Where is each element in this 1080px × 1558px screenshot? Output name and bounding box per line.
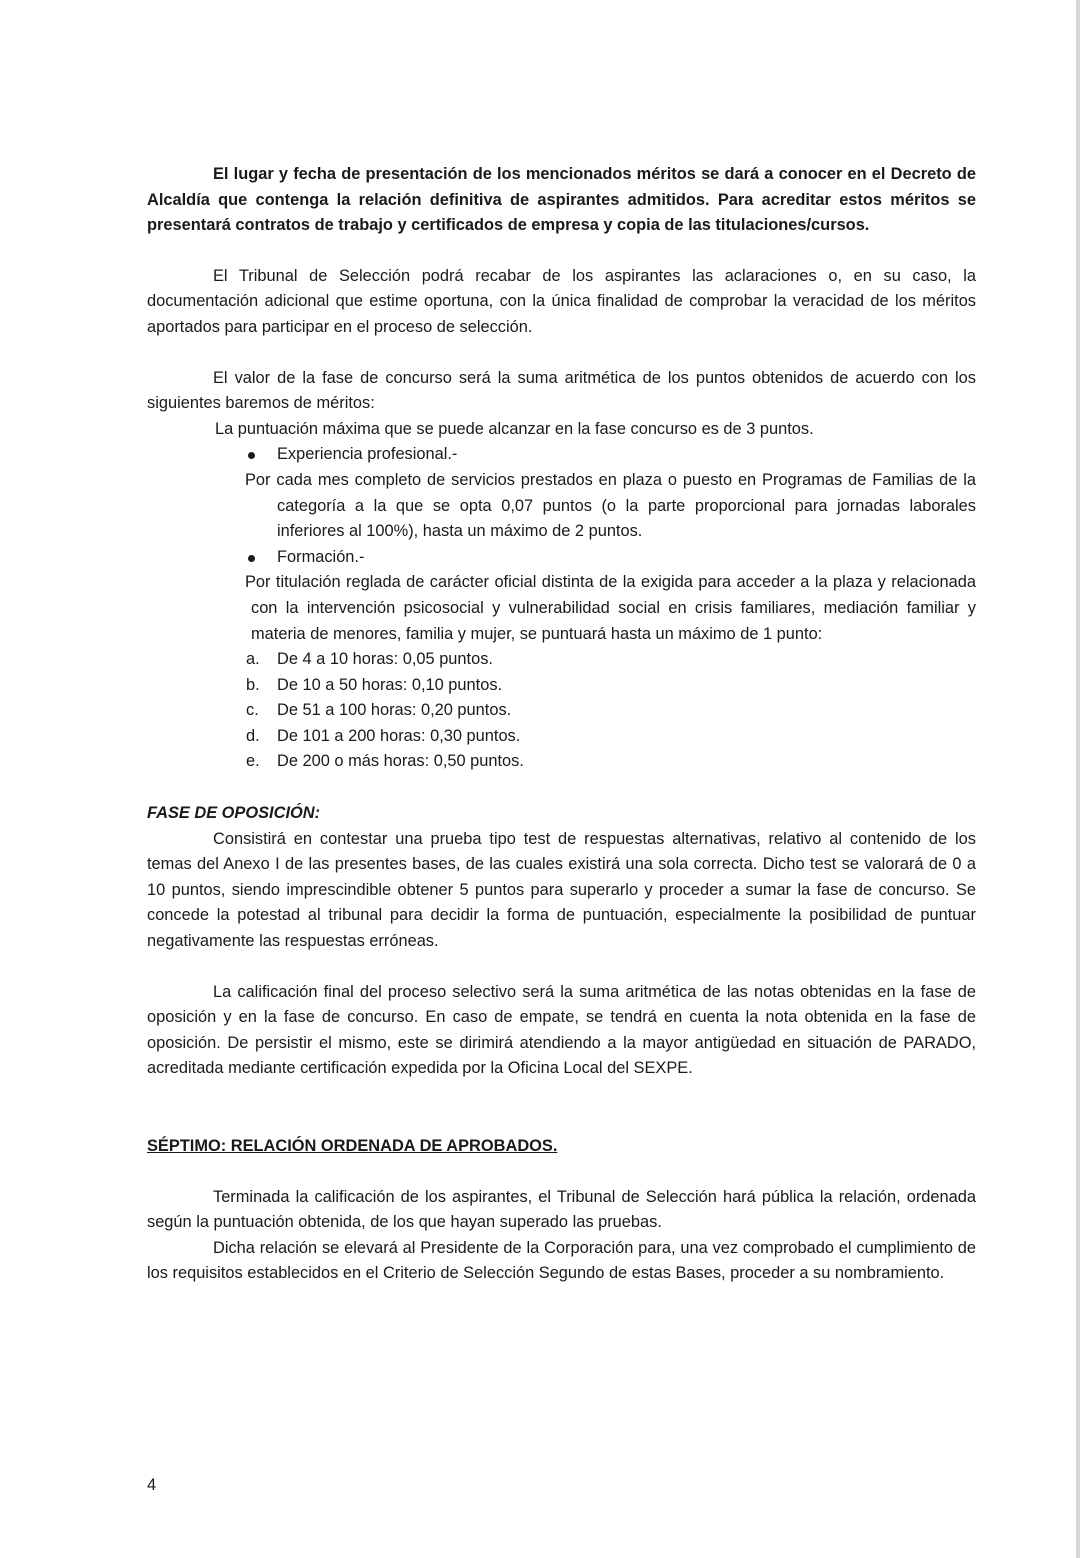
- lettered-item-letter: d.: [246, 726, 260, 745]
- lettered-item-letter: c.: [246, 701, 259, 720]
- lettered-item-letter: b.: [246, 675, 260, 694]
- paragraph-meritos-presentacion: El lugar y fecha de presentación de los mencionados méritos se dará a conocer en el Decreto de Alcaldía que contenga la relación definitiva de aspirantes admitidos. Para acreditar estos méritos se presentará contratos de trabajo y certificados de empresa y copia de las titulaciones/cursos.: [147, 165, 976, 235]
- bullet-label: Experiencia profesional.-: [277, 445, 458, 464]
- lettered-item: [147, 673, 976, 699]
- lettered-item: [147, 749, 976, 775]
- lettered-item-text: De 200 o más horas: 0,50 puntos.: [277, 752, 524, 771]
- lettered-item: [147, 698, 976, 724]
- lettered-item: [147, 724, 976, 750]
- paragraph-calificacion-final: La calificación final del proceso selectivo será la suma aritmética de las notas obtenidas en la fase de oposición y en la fase de concurso. En caso de empate, se tendrá en cuenta la nota obtenida en la fase de oposición. De persistir el mismo, este se dirimirá atendiendo a la mayor antigüedad en situación de PARADO, acreditada mediante certificación expedida por la Oficina Local del SEXPE.: [147, 982, 976, 1078]
- lettered-item-text: De 51 a 100 horas: 0,20 puntos.: [277, 701, 512, 720]
- lettered-item-letter: e.: [246, 752, 260, 771]
- bullet-text: Por cada mes completo de servicios prestados en plaza o puesto en Programas de Familias de la categoría a la que se opta 0,07 puntos (o la parte proporcional para jornadas laborales inferiores al 100%), hasta un máximo de 2 puntos.: [245, 470, 976, 541]
- heading-septimo: SÉPTIMO: RELACIÓN ORDENADA DE APROBADOS.: [147, 1137, 558, 1155]
- bullet-text: Por titulación reglada de carácter oficial distinta de la exigida para acceder a la plaza y relacionada con la intervención psicosocial y vulnerabilidad social en crisis familiares, mediación familiar y materia de menores, familia y mujer, se puntuará hasta un máximo de 1 punto:: [245, 573, 976, 643]
- page-number: 4: [147, 1476, 157, 1494]
- paragraph-nombramiento: Dicha relación se elevará al Presidente de la Corporación para, una vez comprobado el cumplimiento de los requisitos establecidos en el Criterio de Selección Segundo de estas Bases, proceder a su nombramiento.: [147, 1238, 976, 1283]
- bullet-dot-icon: [248, 452, 255, 459]
- bullet-label: Formación.-: [277, 547, 365, 566]
- bullet-dot-icon: [248, 555, 255, 562]
- bullet-item: [147, 442, 976, 468]
- paragraph-puntuacion-maxima: La puntuación máxima que se puede alcanzar en la fase concurso es de 3 puntos.: [215, 419, 814, 438]
- lettered-item-text: De 101 a 200 horas: 0,30 puntos.: [277, 726, 521, 745]
- lettered-item-text: De 10 a 50 horas: 0,10 puntos.: [277, 675, 503, 694]
- bullet-item: [147, 545, 976, 571]
- paragraph-tribunal-aclaraciones: El Tribunal de Selección podrá recabar de los aspirantes las aclaraciones o, en su caso, la documentación adicional que estime oportuna, con la única finalidad de comprobar la veracidad de los méritos aportados para participar en el proceso de selección.: [147, 266, 976, 336]
- lettered-item: [147, 647, 976, 673]
- page-edge-shadow: [1076, 0, 1080, 1558]
- lettered-item-text: De 4 a 10 horas: 0,05 puntos.: [277, 650, 493, 669]
- heading-fase-oposicion: FASE DE OPOSICIÓN:: [147, 804, 321, 823]
- lettered-item-letter: a.: [246, 650, 260, 669]
- paragraph-relacion-publica: Terminada la calificación de los aspirantes, el Tribunal de Selección hará pública la relación, ordenada según la puntuación obtenida, de los que hayan superado las pruebas.: [147, 1187, 976, 1232]
- paragraph-valor-concurso: El valor de la fase de concurso será la suma aritmética de los puntos obtenidos de acuerdo con los siguientes baremos de méritos:: [147, 368, 976, 413]
- document-body: [147, 162, 976, 1287]
- paragraph-oposicion-test: Consistirá en contestar una prueba tipo test de respuestas alternativas, relativo al contenido de los temas del Anexo I de las presentes bases, de las cuales existirá una sola correcta. Dicho test se valorará de 0 a 10 puntos, siendo imprescindible obtener 5 puntos para superarlo y proceder a sumar la fase de concurso. Se concede la potestad al tribunal para decidir la forma de puntuación, especialmente la posibilidad de puntuar negativamente las respuestas erróneas.: [147, 829, 976, 951]
